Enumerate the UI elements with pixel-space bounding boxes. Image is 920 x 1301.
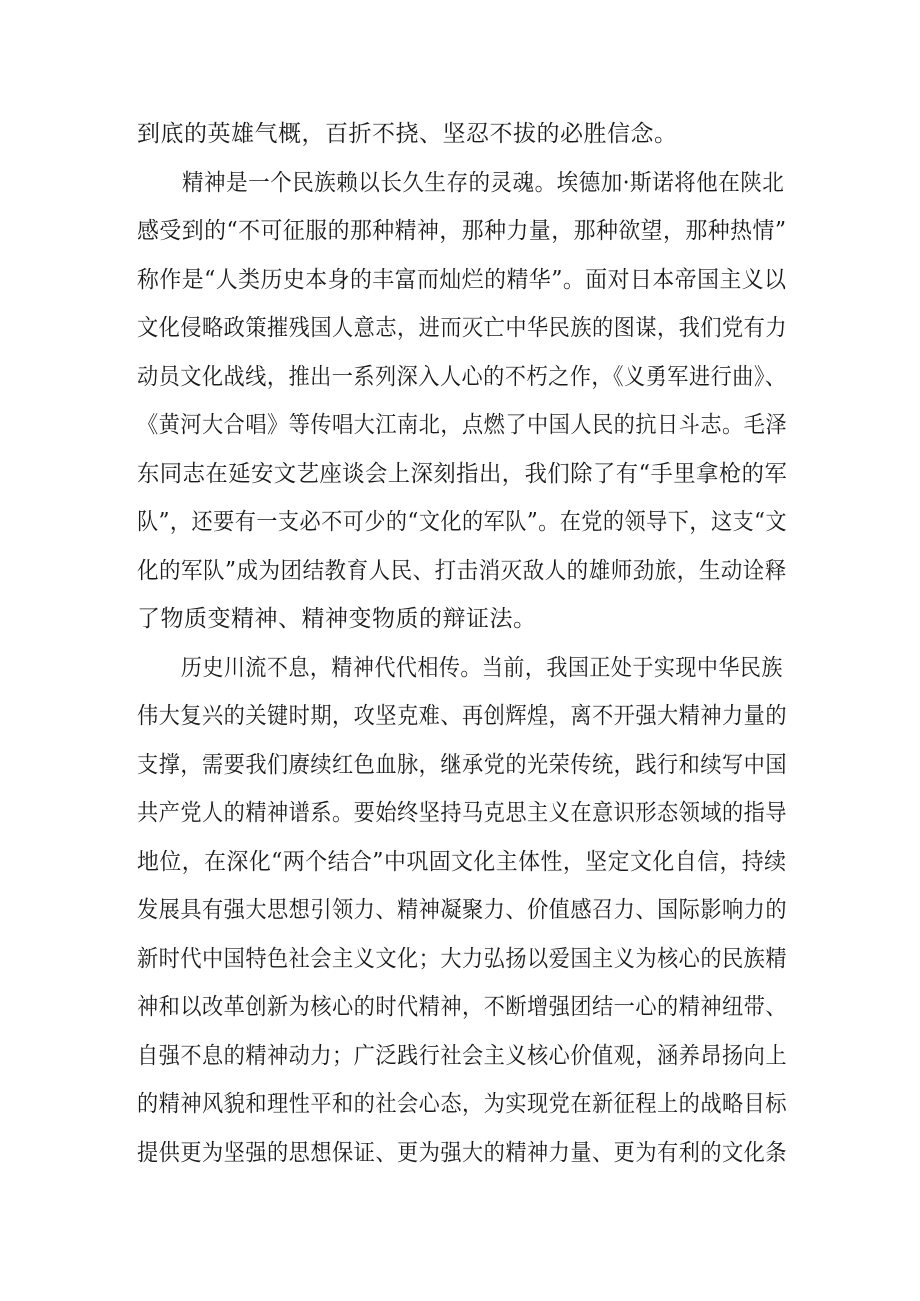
text-line: 了物质变精神、精神变物质的辩证法。 xyxy=(137,606,537,632)
text-line: 伟大复兴的关键时期，攻坚克难、再创辉煌，离不开强大精神力量的 xyxy=(137,703,787,729)
text-line: 化的军队”成为团结教育人民、打击消灭敌人的雄师劲旅，生动诠释 xyxy=(137,557,787,584)
text-line: 提供更为坚强的思想保证、更为强大的精神力量、更为有利的文化条 xyxy=(137,1139,787,1166)
text-line: 神和以改革创新为核心的时代精神，不断增强团结一心的精神纽带、 xyxy=(137,994,787,1020)
text-line: 共产党人的精神谱系。要始终坚持马克思主义在意识形态领域的指导 xyxy=(137,800,787,826)
body-text xyxy=(137,110,787,1177)
text-line: 感受到的“不可征服的那种精神，那种力量，那种欲望，那种热情” xyxy=(137,218,787,244)
text-line: 地位，在深化“两个结合”中巩固文化主体性，坚定文化自信，持续 xyxy=(137,848,787,875)
text-line: 发展具有强大思想引领力、精神凝聚力、价值感召力、国际影响力的 xyxy=(137,897,787,923)
text-line: 东同志在延安文艺座谈会上深刻指出，我们除了有“手里拿枪的军 xyxy=(137,460,788,487)
text-line: 自强不息的精神动力；广泛践行社会主义核心价值观，涵养昂扬向上 xyxy=(137,1042,787,1069)
text-line: 称作是“人类历史本身的丰富而灿烂的精华”。面对日本帝国主义以 xyxy=(137,266,787,293)
text-line: 队”，还要有一支必不可少的“文化的军队”。在党的领导下，这支“文 xyxy=(137,509,788,535)
text-line: 文化侵略政策摧残国人意志，进而灭亡中华民族的图谋，我们党有力 xyxy=(137,315,787,341)
text-line: 精神是一个民族赖以长久生存的灵魂。埃德加·斯诺将他在陕北 xyxy=(182,169,785,196)
text-line: 新时代中国特色社会主义文化；大力弘扬以爱国主义为核心的民族精 xyxy=(137,945,787,972)
text-line: 历史川流不息，精神代代相传。当前，我国正处于实现中华民族 xyxy=(180,654,783,681)
text-line: 到底的英雄气概，百折不挠、坚忍不拔的必胜信念。 xyxy=(137,121,678,147)
text-line: 支撑，需要我们赓续红色血脉，继承党的光荣传统，践行和续写中国 xyxy=(137,751,787,778)
text-line: 《黄河大合唱》等传唱大江南北，点燃了中国人民的抗日斗志。毛泽 xyxy=(137,412,787,438)
text-line: 动员文化战线，推出一系列深入人心的不朽之作，《义勇军进行曲》、 xyxy=(137,363,787,390)
text-line: 的精神风貌和理性平和的社会心态，为实现党在新征程上的战略目标 xyxy=(137,1091,787,1117)
